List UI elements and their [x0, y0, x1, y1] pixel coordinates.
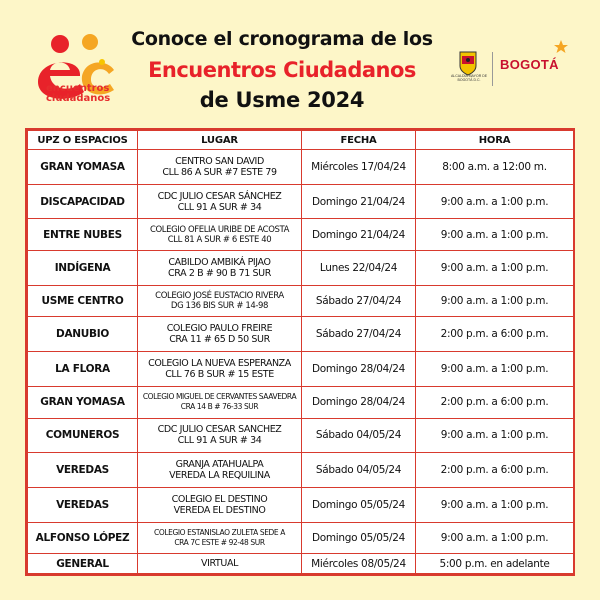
fecha-cell: Sábado 27/04/24	[302, 285, 416, 317]
hora-cell: 9:00 a.m. a 1:00 p.m.	[416, 184, 574, 219]
lugar-name: COLEGIO OFELIA URIBE DE ACOSTA	[149, 224, 290, 235]
hora-cell: 9:00 a.m. a 1:00 p.m.	[416, 251, 574, 286]
hora-cell: 2:00 p.m. a 6:00 p.m.	[416, 317, 574, 352]
fecha-cell: Miércoles 08/05/24	[302, 554, 416, 574]
lugar-address: CLL 86 A SUR #7 ESTE 79	[162, 166, 277, 178]
upz-cell: GENERAL	[28, 554, 138, 574]
lugar-address: CRA 11 # 65 D 50 SUR	[169, 334, 270, 346]
fecha-cell: Sábado 27/04/24	[302, 317, 416, 352]
lugar-name: COLEGIO EL DESTINO	[171, 493, 268, 505]
upz-cell: ENTRE NUBES	[28, 219, 138, 251]
lugar-cell	[138, 317, 302, 352]
fecha-cell: Lunes 22/04/24	[302, 251, 416, 286]
lugar-name: GRANJA ATAHUALPA	[175, 459, 264, 471]
lugar-cell	[138, 184, 302, 219]
header-hora: HORA	[416, 131, 574, 150]
lugar-name: COLEGIO PAULO FREIRE	[166, 323, 273, 335]
title-line3: de Usme 2024	[199, 88, 365, 112]
hora-cell: 8:00 a.m. a 12:00 m.	[416, 150, 574, 185]
header	[0, 0, 600, 120]
upz-cell: DANUBIO	[28, 317, 138, 352]
lugar-cell	[138, 418, 302, 453]
lugar-name: COLEGIO JOSÉ EUSTACIO RIVERA	[155, 291, 284, 302]
table-row	[28, 251, 574, 286]
hora-cell: 9:00 a.m. a 1:00 p.m.	[416, 352, 574, 387]
table-header-row	[28, 131, 574, 150]
schedule-table-wrapper	[25, 128, 575, 576]
upz-cell: GRAN YOMASA	[28, 150, 138, 185]
coat-of-arms-icon	[448, 48, 488, 92]
title-line2: Encuentros Ciudadanos	[148, 58, 416, 82]
hora-cell: 9:00 a.m. a 1:00 p.m.	[416, 285, 574, 317]
lugar-cell	[138, 386, 302, 418]
bogota-brand: BOGOTÁ	[500, 57, 559, 72]
fecha-cell: Domingo 21/04/24	[302, 184, 416, 219]
upz-cell: ALFONSO LÓPEZ	[28, 522, 138, 554]
table-row	[28, 285, 574, 317]
lugar-address: CRA 14 B # 76-33 SUR	[180, 402, 259, 412]
table-row	[28, 554, 574, 574]
star-icon	[554, 40, 568, 54]
lugar-cell	[138, 150, 302, 185]
table-row	[28, 184, 574, 219]
hora-cell: 9:00 a.m. a 1:00 p.m.	[416, 487, 574, 522]
fecha-cell: Domingo 28/04/24	[302, 386, 416, 418]
upz-cell: INDÍGENA	[28, 251, 138, 286]
lugar-cell	[138, 522, 302, 554]
table-row	[28, 317, 574, 352]
fecha-cell: Domingo 05/05/24	[302, 522, 416, 554]
fecha-cell: Sábado 04/05/24	[302, 453, 416, 488]
lugar-address: CLL 91 A SUR # 34	[177, 201, 262, 213]
lugar-address: DG 136 BIS SUR # 14-98	[170, 301, 269, 312]
upz-cell: COMUNEROS	[28, 418, 138, 453]
lugar-address: CLL 81 A SUR # 6 ESTE 40	[167, 234, 272, 245]
alcaldia-text: ALCALDÍA MAYOR DE BOGOTÁ D.C.	[450, 74, 488, 82]
table-row	[28, 522, 574, 554]
table-row	[28, 219, 574, 251]
lugar-address: CLL 91 A SUR # 34	[177, 435, 262, 447]
table-row	[28, 352, 574, 387]
header-fecha: FECHA	[302, 131, 416, 150]
upz-cell: GRAN YOMASA	[28, 386, 138, 418]
logo-text	[46, 84, 110, 104]
logo-text-line1: encuentros	[46, 83, 110, 94]
lugar-cell	[138, 487, 302, 522]
upz-cell: LA FLORA	[28, 352, 138, 387]
lugar-name: VIRTUAL	[201, 558, 238, 570]
hora-cell: 2:00 p.m. a 6:00 p.m.	[416, 386, 574, 418]
lugar-name: CDC JULIO CESAR SÁNCHEZ	[157, 190, 282, 202]
lugar-address: VEREDA EL DESTINO	[173, 504, 266, 516]
table-row	[28, 453, 574, 488]
header-lugar: LUGAR	[138, 131, 302, 150]
upz-cell: DISCAPACIDAD	[28, 184, 138, 219]
lugar-cell	[138, 554, 302, 574]
hora-cell: 2:00 p.m. a 6:00 p.m.	[416, 453, 574, 488]
lugar-name: CENTRO SAN DAVID	[175, 155, 264, 167]
lugar-cell	[138, 453, 302, 488]
lugar-name: CABILDO AMBIKÁ PIJAO	[168, 256, 271, 268]
fecha-cell: Miércoles 17/04/24	[302, 150, 416, 185]
upz-cell: VEREDAS	[28, 453, 138, 488]
fecha-cell: Domingo 05/05/24	[302, 487, 416, 522]
fecha-cell: Domingo 21/04/24	[302, 219, 416, 251]
lugar-name: COLEGIO ESTANISLAO ZULETA SEDE A	[153, 527, 285, 537]
lugar-cell	[138, 285, 302, 317]
hora-cell: 9:00 a.m. a 1:00 p.m.	[416, 522, 574, 554]
lugar-cell	[138, 251, 302, 286]
header-upz: UPZ O ESPACIOS	[28, 131, 138, 150]
lugar-cell	[138, 352, 302, 387]
logo-text-line2: ciudadanos	[46, 93, 111, 104]
lugar-name: COLEGIO LA NUEVA ESPERANZA	[148, 358, 291, 369]
lugar-address: CLL 76 B SUR # 15 ESTE	[165, 369, 274, 380]
upz-cell: VEREDAS	[28, 487, 138, 522]
table-body	[28, 150, 574, 574]
schedule-table	[27, 130, 574, 574]
lugar-name: COLEGIO MIGUEL DE CERVANTES SAAVEDRA	[142, 392, 297, 402]
lugar-address: VEREDA LA REQUILINA	[169, 470, 270, 482]
fecha-cell: Sábado 04/05/24	[302, 418, 416, 453]
upz-cell: USME CENTRO	[28, 285, 138, 317]
fecha-cell: Domingo 28/04/24	[302, 352, 416, 387]
lugar-name: CDC JULIO CESAR SANCHEZ	[157, 424, 282, 436]
lugar-cell	[138, 219, 302, 251]
hora-cell: 9:00 a.m. a 1:00 p.m.	[416, 418, 574, 453]
hora-cell: 9:00 a.m. a 1:00 p.m.	[416, 219, 574, 251]
title-line1: Conoce el cronograma de los	[131, 28, 433, 50]
table-row	[28, 150, 574, 185]
table-row	[28, 418, 574, 453]
table-row	[28, 386, 574, 418]
lugar-address: CRA 7C ESTE # 92-48 SUR	[174, 537, 265, 547]
logo-separator	[492, 52, 493, 86]
hora-cell: 5:00 p.m. en adelante	[416, 554, 574, 574]
table-row	[28, 487, 574, 522]
lugar-address: CRA 2 B # 90 B 71 SUR	[168, 267, 271, 279]
